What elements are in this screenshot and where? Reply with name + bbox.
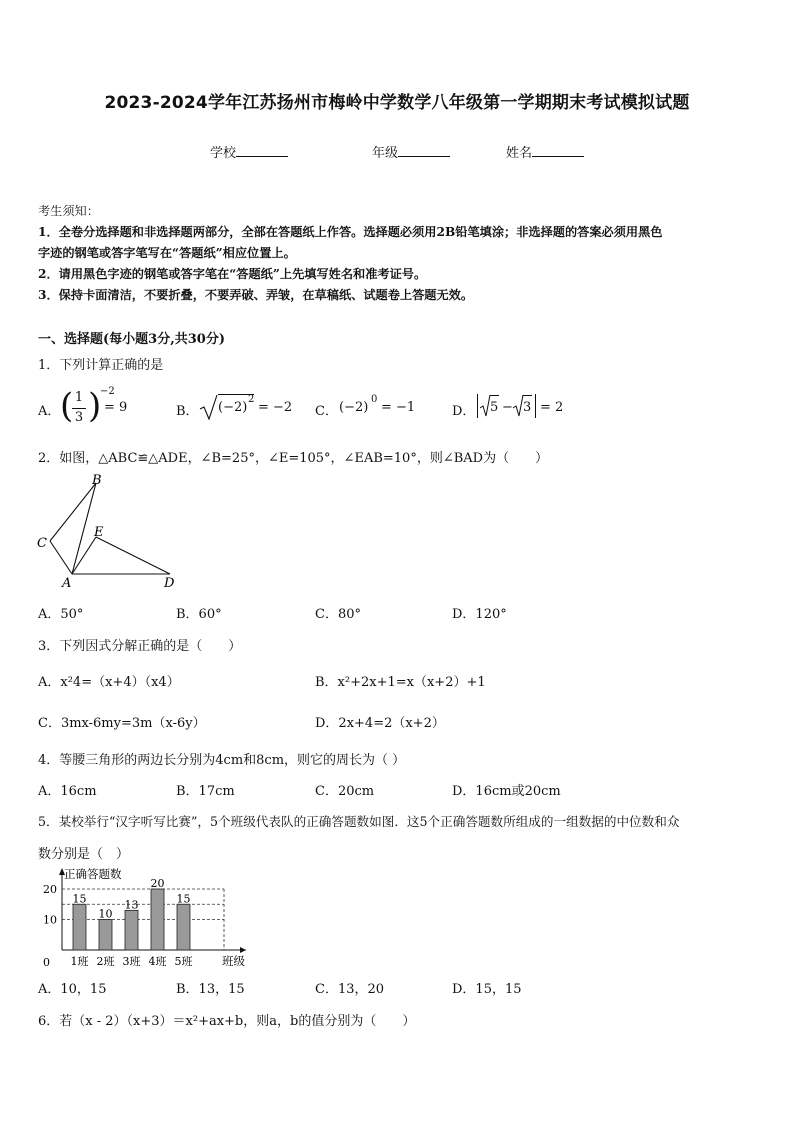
q1-c-base: (−2) — [339, 400, 369, 415]
q4-option-a[interactable]: A．16cm — [38, 784, 97, 799]
q2-option-a[interactable]: A．50° — [38, 607, 84, 622]
q5-option-d[interactable]: D．15，15 — [452, 982, 522, 997]
q1-c-rhs: = −1 — [381, 400, 416, 415]
chart-y-tick-label: 0 — [43, 956, 50, 969]
page-title: 2023-2024学年江苏扬州市梅岭中学数学八年级第一学期期末考试模拟试题 — [104, 93, 690, 113]
chart-bar — [99, 920, 112, 951]
notice-item: 3．保持卡面清洁，不要折叠，不要弄破、弄皱，在草稿纸、试题卷上答题无效。 — [38, 288, 474, 302]
vertex-label-e: E — [94, 525, 104, 540]
school-blank[interactable] — [236, 144, 288, 157]
q1-d-label: D． — [452, 404, 476, 419]
q2-option-d[interactable]: D．120° — [452, 607, 507, 622]
q4-option-d[interactable]: D．16cm或20cm — [452, 784, 561, 799]
right-paren-icon: ) — [88, 386, 102, 426]
q1-b-inner: (−2) — [218, 400, 248, 415]
school-field[interactable] — [210, 142, 288, 161]
notice-item: 1．全卷分选择题和非选择题两部分，全部在答题纸上作答。选择题必须用2B铅笔填涂；非选择题的答案必须用黑色 — [38, 225, 663, 239]
q1-b-label: B． — [176, 404, 199, 419]
q5-stem-line2: 数分别是（ ） — [38, 847, 130, 862]
chart-x-axis-label: 班级 — [222, 954, 245, 968]
radical-bar — [523, 395, 532, 396]
name-blank[interactable] — [532, 144, 584, 157]
segment-bc — [50, 483, 96, 541]
q1-d-minus: − — [502, 400, 513, 415]
q3-option-c[interactable]: C．3mx-6my=3m（x-6y） — [38, 716, 206, 731]
chart-data-label: 10 — [98, 907, 113, 921]
q3-stem: 3．下列因式分解正确的是（ ） — [38, 639, 242, 654]
abs-bar-left — [477, 394, 478, 418]
chart-y-axis-label: 正确答题数 — [64, 867, 122, 881]
q1-c-label: C． — [315, 404, 338, 419]
q1-stem: 1．下列计算正确的是 — [38, 358, 164, 373]
grade-field[interactable] — [372, 142, 450, 161]
q2-triangle-figure — [32, 470, 192, 592]
fraction-bar — [72, 408, 86, 409]
name-label: 姓名 — [506, 146, 533, 161]
q1-a-denominator: 3 — [74, 410, 84, 425]
q1-d-radicand-b: 3 — [523, 400, 532, 415]
vertex-label-b: B — [92, 473, 102, 488]
chart-data-label: 15 — [176, 892, 191, 906]
q1-d-rhs: = 2 — [540, 400, 564, 415]
notice-heading: 考生须知： — [38, 204, 99, 218]
x-axis-arrow-icon — [240, 947, 246, 953]
notice-block — [38, 201, 758, 306]
q4-stem: 4．等腰三角形的两边长分别为4cm和8cm，则它的周长为（ ） — [38, 753, 406, 768]
sqrt-icon — [198, 393, 218, 421]
segment-ed — [96, 537, 170, 574]
chart-data-label: 15 — [72, 892, 87, 906]
q4-option-b[interactable]: B．17cm — [176, 784, 235, 799]
chart-category-label: 3班 — [122, 955, 141, 968]
q1-a-label: A． — [38, 404, 61, 419]
radical-bar — [490, 395, 499, 396]
chart-bar — [125, 910, 138, 950]
left-paren-icon: ( — [60, 386, 74, 426]
q1-d-radicand-a: 5 — [490, 400, 499, 415]
grade-label: 年级 — [372, 146, 399, 161]
chart-category-label: 1班 — [70, 955, 89, 968]
q4-option-c[interactable]: C．20cm — [315, 784, 375, 799]
section-heading: 一、选择题(每小题3分,共30分) — [38, 332, 225, 347]
chart-data-label: 20 — [150, 877, 165, 890]
name-field[interactable] — [506, 142, 584, 161]
chart-category-label: 5班 — [174, 955, 193, 968]
q2-option-b[interactable]: B．60° — [176, 607, 222, 622]
q3-option-b[interactable]: B．x²+2x+1=x（x+2）+1 — [315, 675, 486, 690]
chart-bar — [151, 889, 164, 950]
vertex-label-d: D — [164, 576, 175, 591]
q1-a-exponent: −2 — [100, 386, 115, 397]
q5-bar-chart — [36, 864, 266, 972]
school-label: 学校 — [210, 146, 237, 161]
segment-ab — [72, 483, 96, 574]
q1-b-exponent: 2 — [248, 394, 255, 405]
q5-option-b[interactable]: B．13，15 — [176, 982, 245, 997]
q1-b-rhs: = −2 — [258, 400, 293, 415]
q5-stem-line1: 5．某校举行“汉字听写比赛”，5个班级代表队的正确答题数如图．这5个正确答题数所组成的一组数据的中位数和众 — [38, 814, 680, 829]
notice-item: 2．请用黑色字迹的钢笔或答字笔在“答题纸”上先填写姓名和准考证号。 — [38, 267, 427, 281]
q3-option-a[interactable]: A．x²4=（x+4）（x4） — [38, 675, 180, 690]
q5-option-c[interactable]: C．13，20 — [315, 982, 385, 997]
notice-item: 字迹的钢笔或答字笔写在“答题纸”相应位置上。 — [38, 246, 296, 260]
vertex-label-a: A — [62, 576, 72, 591]
q1-a-numerator: 1 — [74, 390, 84, 405]
chart-category-label: 4班 — [148, 955, 167, 968]
abs-bar-right — [535, 394, 536, 418]
grade-blank[interactable] — [398, 144, 450, 157]
q3-option-d[interactable]: D．2x+4=2（x+2） — [315, 716, 445, 731]
chart-bar — [73, 904, 86, 950]
q2-option-c[interactable]: C．80° — [315, 607, 361, 622]
q1-a-rhs: = 9 — [104, 400, 128, 415]
chart-data-label: 13 — [124, 898, 139, 912]
q5-option-a[interactable]: A．10，15 — [38, 982, 107, 997]
chart-y-tick-label: 10 — [43, 913, 57, 927]
segment-ca — [50, 541, 72, 574]
segment-ae — [72, 537, 96, 574]
chart-y-tick-label: 20 — [43, 883, 57, 896]
q2-stem: 2．如图，△ABC≌△ADE，∠B=25°，∠E=105°，∠EAB=10°，则∠BAD为（ ） — [38, 451, 549, 466]
chart-bar — [177, 904, 190, 950]
q6-stem: 6．若（x - 2）（x+3）＝x²+ax+b，则a，b的值分别为（ ） — [38, 1014, 416, 1029]
q1-c-exponent: 0 — [371, 394, 378, 405]
vertex-label-c: C — [37, 536, 47, 551]
chart-category-label: 2班 — [96, 955, 115, 968]
